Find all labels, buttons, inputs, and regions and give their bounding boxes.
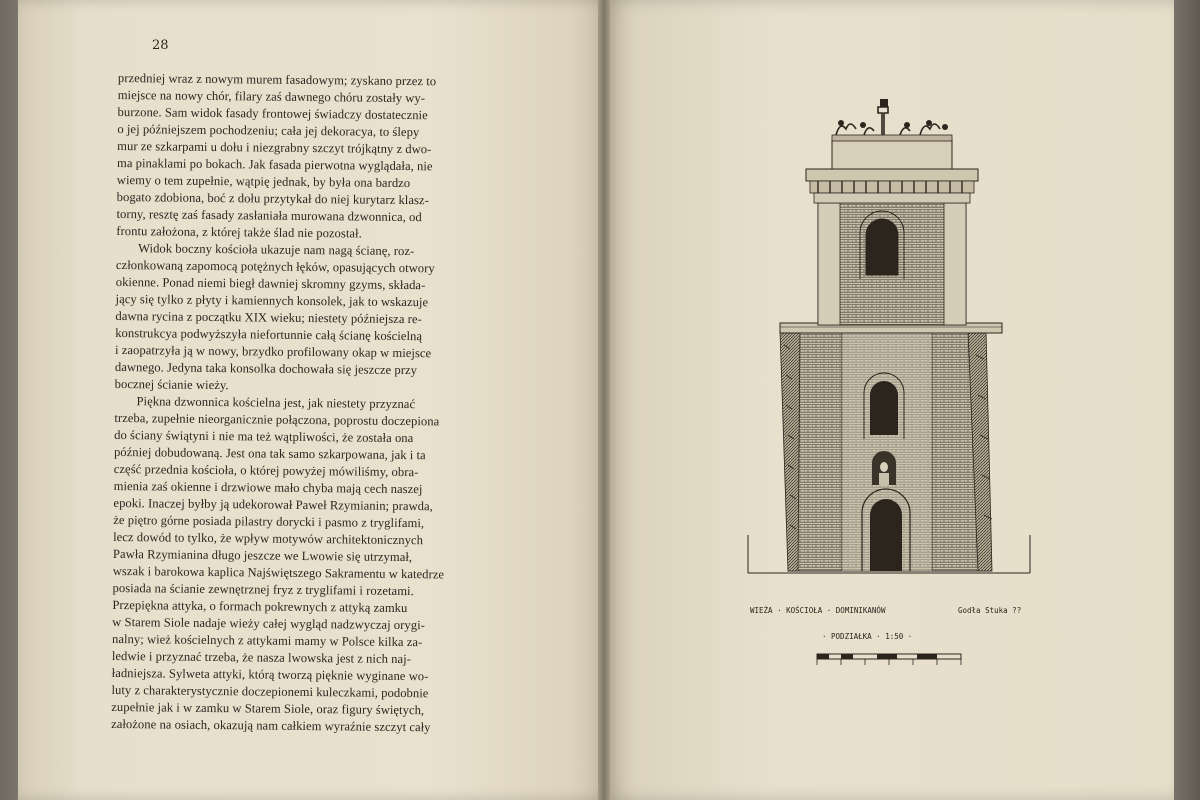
text-line: wiemy o tem zupełnie, wątpię jednak, by była ona bardzo [116,172,411,191]
text-line: w Starem Siole nadaje wieży całej wygląd nadzwyczaj orygi- [112,614,426,633]
text-line: jący się tylko z płyty i kamiennych konsolek, jak to wskazuje [115,291,429,310]
text-line: członkowaną zapomocą potężnych łęków, opasujących otwory [115,257,435,276]
text-line: i zaopatrzyła ją w nowy, brzydko profilowany okap w miejsce [114,342,432,361]
text-line: że piętro górne posiada pilastry dorycki i pasmo z tryglifami, [113,512,425,531]
text-line: o jej późniejszem pochodzeniu; cała jej dekoracya, to ślepy [117,121,420,140]
figure-caption: WIEŻA · KOŚCIOŁA · DOMINIKANÓW [750,606,886,615]
text-line: burzone. Sam widok fasady frontowej świadczy dostatecznie [117,104,428,123]
text-line: część przednia kościoła, o której powyżej mówiliśmy, obra- [113,461,419,480]
text-line: później dobudowaną. Jest ona tak samo szkarpowana, jak i ta [113,444,426,463]
page-number: 28 [152,38,169,53]
bell-tower-illustration [740,95,1040,575]
text-line: konstrukcya podwyższyła niefortunnie całą ścianę kościelną [115,325,423,344]
text-line: miejsce na nowy chór, filary zaś dawnego chóru zostały wy- [117,87,426,106]
text-line: założone na osiach, okazują nam całkiem wyraźnie szczyt cały [111,716,431,735]
text-line: dawnego. Jedyna taka konsolka dochowała się jeszcze przy [114,359,418,378]
text-line: trzeba, zupełnie nieorganicznie połączona, poprostu doczepiona [114,410,440,429]
text-line: Przepiękna attyka, o formach pokrewnych z attyką zamku [112,597,408,616]
text-line: zupełnie jak i w zamku w Starem Siole, oraz figury świętych, [111,699,425,718]
text-line: Widok boczny kościoła ukazuje nam nagą ścianę, roz- [138,241,415,259]
text-line: mur ze szkarpami u dołu i niezgrabny szczyt trójkątny z dwo- [117,138,432,157]
text-line: do ściany świątyni i nie ma też wątpliwości, że została ona [114,427,414,446]
text-line: okienne. Ponad niemi biegł dawniej skromny gzyms, składa- [115,274,426,293]
figure-signature: Godła Stuka ?? [958,606,1022,615]
text-line: przedniej wraz z nowym murem fasadowym; zyskano przez to [117,70,437,89]
scale-bar [815,648,975,672]
text-line: lecz dowód to tylko, że wpływ motywów architektonicznych [113,529,424,548]
text-line: luty z charakterystycznie doczepionemi kuleczkami, podobnie [111,682,429,701]
text-line: epoki. Inaczej byłby ją udekorował Paweł Rzymianin; prawda, [113,495,433,514]
text-line: wszak i barokowa kaplica Najświętszego Sakramentu w katedrze [112,563,445,582]
text-line: bocznej ścianie wieży. [114,376,229,393]
background-right [1170,0,1200,800]
text-line: ładniejsza. Sylweta attyki, którą tworzą pięknie wyginane wo- [111,665,429,684]
text-line: Pawła Rzymianina długo jeszcze we Lwowie się utrzymał, [112,546,413,565]
text-line: Piękna dzwonnica kościelna jest, jak niestety przyznać [136,394,416,412]
body-text [111,70,538,737]
text-line: dawna rycina z początku XIX wieku; niestety późniejsza re- [115,308,422,327]
text-line: ma pinaklami po bokach. Jak fasada pierwotna wyglądała, nie [116,155,433,174]
text-line: mienia zaś okienne i drzwiowe mało chyba mają cech naszej [113,478,423,497]
text-line: frontu założona, z której także ślad nie pozostał. [116,223,362,241]
text-line: torny, resztę zaś fasady zasłaniała murowana dzwonnica, od [116,206,422,225]
text-line: nalny; wież kościelnych z attykami mamy w Polsce kilka za- [111,631,423,650]
text-line: ledwie i przyznać trzeba, że nasza lwowska jest z nich naj- [111,648,412,667]
scale-label: · PODZIAŁKA · 1:50 · [822,632,913,641]
text-line: posiada na ścianie zewnętrznej fryz z tryglifami i rozetami. [112,580,414,599]
text-line: bogato zdobiona, boć z dołu przytykał do niej kurytarz klasz- [116,189,429,208]
book-gutter [598,0,610,800]
